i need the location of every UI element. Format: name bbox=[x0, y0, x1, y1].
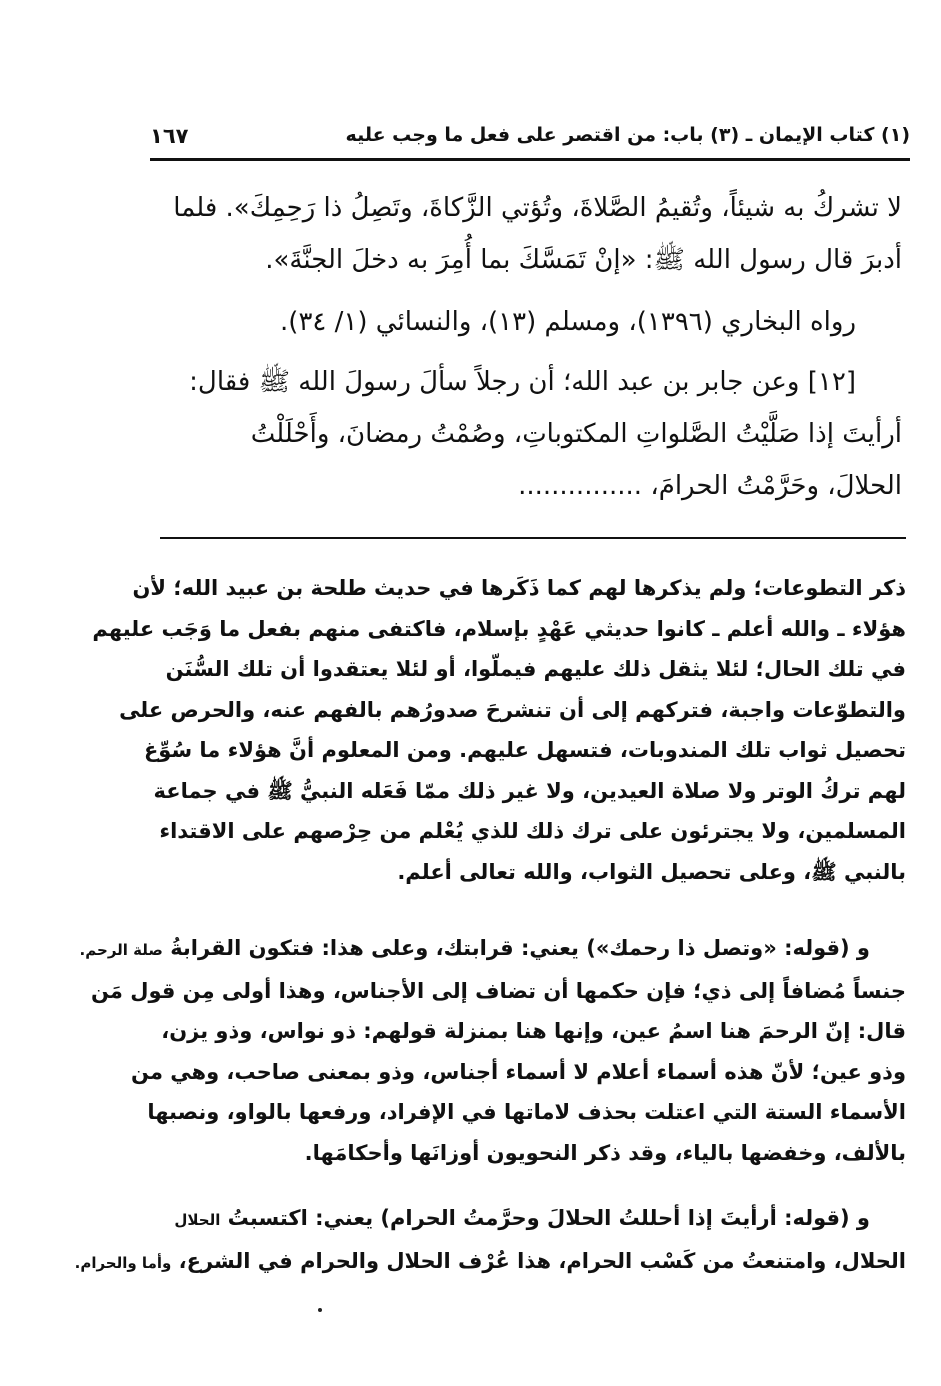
page-number: ١٦٧ bbox=[150, 124, 189, 148]
print-speck bbox=[318, 1308, 322, 1312]
text-line bbox=[150, 460, 902, 512]
text-line: [١٢] وعن جابر بن عبد الله؛ أن رجلاً سألَ رسولَ الله ﷺ فقال: bbox=[189, 367, 856, 397]
text-line: المسلمين، ولا يجترئون على ترك ذلك للذي يُعْلم من حِرْصهم على الاقتداء bbox=[159, 819, 906, 843]
citation bbox=[150, 296, 856, 348]
text-line: قال: إنّ الرحمَ هنا اسمُ عين، وإنها هنا بمنزلة قولهم: ذو نواس، وذو يزن، bbox=[161, 1019, 906, 1043]
text-line: والتطوّعات واجبة، فتركهم إلى أن تنشرحَ صدورُهم بالفهم عنه، والحرص على bbox=[119, 697, 906, 722]
margin-note: وأما والحرام. bbox=[74, 1253, 172, 1272]
running-head: (١) كتاب الإيمان ـ (٣) باب: من اقتصر على فعل ما وجب عليه bbox=[345, 124, 910, 146]
text-line: لا تشركُ به شيئاً، وتُقيمُ الصَّلاةَ، وتُؤتي الزَّكاةَ، وتَصِلُ ذا رَحِمِكَ». فلما bbox=[173, 193, 902, 223]
text-line: جنساً مُضافاً إلى ذي؛ فإن حكمها أن تضاف إلى الأجناس، وهذا أولى مِن قول مَن bbox=[91, 978, 906, 1003]
text-line: بالنبي ﷺ، وعلى تحصيل الثواب، والله تعالى أعلم. bbox=[397, 859, 906, 884]
commentary-2-first-line: و (قوله: «وتصل ذا رحمك») يعني: قرابتك، وعلى هذا: فتكون القرابةُ bbox=[170, 936, 870, 960]
commentary-paragraph-2 bbox=[79, 928, 906, 1173]
text-line: بالألف، وخفضها بالياء، وقد ذكر النحويون أوزانَها وأحكامَها. bbox=[304, 1140, 906, 1165]
margin-note: صلة الرحم. bbox=[79, 941, 163, 959]
hadith-12 bbox=[150, 356, 902, 512]
text-line: هؤلاء ـ والله أعلم ـ كانوا حديثي عَهْدٍ بإسلام، فاكتفى منهم بفعل ما وَجَب عليهم bbox=[92, 616, 906, 641]
footnote-rule bbox=[160, 537, 906, 539]
text-line: وذو عين؛ لأنّ هذه أسماء أعلام لا أسماء أجناس، وذو بمعنى صاحب، وهي من bbox=[131, 1059, 906, 1084]
page-header bbox=[150, 118, 910, 158]
text-line bbox=[100, 1198, 906, 1241]
ellipsis-dots: ............... bbox=[518, 471, 643, 501]
commentary-3-second-line: الحلال، وامتنعتُ من كَسْب الحرام، هذا عُرْف الحلال والحرام في الشرع، bbox=[178, 1248, 906, 1273]
hadith-11-ending bbox=[150, 182, 902, 286]
commentary-paragraph-3 bbox=[74, 1198, 906, 1283]
text-line: أدبرَ قال رسول الله ﷺ: «إنْ تَمَسَّكَ بما أُمِرَ به دخلَ الجنَّةَ». bbox=[265, 245, 902, 275]
text-line: لهم تركُ الوتر ولا صلاة العيدين، ولا غير ذلك ممّا فَعَله النبيُّ ﷺ في جماعة bbox=[153, 778, 906, 803]
citation-text: رواه البخاري (١٣٩٦)، ومسلم (١٣)، والنسائي (١/ ٣٤). bbox=[280, 307, 856, 337]
text-line: الأسماء الستة التي اعتلت بحذف لاماتها في الإفراد، ورفعها بالواو، ونصبها bbox=[147, 1100, 906, 1124]
hadith-12-last-line: الحلالَ، وحَرَّمْتُ الحرامَ، bbox=[650, 471, 902, 501]
text-line: ذكر التطوعات؛ ولم يذكرها لهم كما ذَكَرها في حديث طلحة بن عبيد الله؛ لأن bbox=[132, 576, 906, 600]
text-line: أرأيتَ إذا صَلَّيْتُ الصَّلواتِ المكتوباتِ، وصُمْتُ رمضانَ، وأَحْلَلْتُ bbox=[250, 419, 902, 449]
text-line bbox=[74, 1241, 906, 1284]
text-line: في تلك الحال؛ لئلا يثقل ذلك عليهم فيملّوا، أو لئلا يعتقدوا أن تلك السُّنَن bbox=[165, 657, 906, 681]
commentary-3-first-line: و (قوله: أرأيتَ إذا أحللتُ الحلالَ وحرَّمتُ الحرام) يعني: اكتسبتُ bbox=[227, 1206, 870, 1230]
text-line bbox=[79, 928, 906, 971]
margin-note: الحلال bbox=[174, 1211, 221, 1229]
commentary-paragraph-1 bbox=[92, 568, 906, 892]
text-line: تحصيل ثواب تلك المندوبات، فتسهل عليهم. ومن المعلوم أنَّ هؤلاء ما سُوِّغ bbox=[143, 738, 906, 762]
header-rule bbox=[150, 158, 910, 161]
